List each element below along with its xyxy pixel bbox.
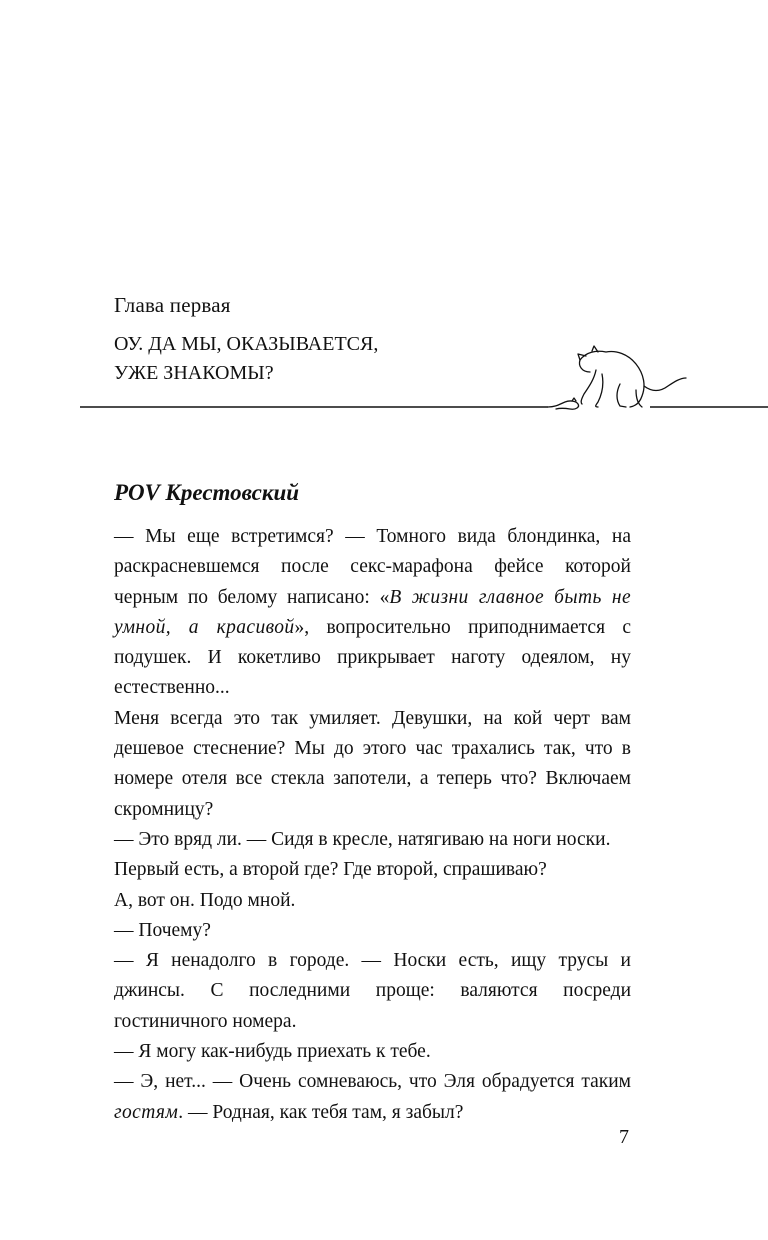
text-run: — Я могу как-нибудь приехать к тебе. [114, 1041, 431, 1063]
paragraph [114, 855, 631, 885]
text-run: », вопросительно приподнимается с подушек. И кокетливо прикрывает наготу одеялом, ну естественно... [114, 616, 631, 699]
paragraph [114, 886, 631, 916]
paragraph [114, 522, 631, 704]
text-run: — Мы еще встретимся? — Томного вида блондинка, на раскрасневшемся после секс-марафона фейсе которой черным по белому написано: « [114, 526, 631, 608]
chapter-label: Глава первая [114, 293, 231, 317]
text-run: — Это вряд ли. — Сидя в кресле, натягиваю на ноги носки. [114, 828, 611, 850]
body-text [114, 522, 631, 1128]
chapter-title-line-2: УЖЕ ЗНАКОМЫ? [114, 362, 274, 384]
cat-playing-with-mouse-icon [548, 346, 686, 409]
text-run: А, вот он. Подо мной. [114, 889, 296, 911]
page-number: 7 [619, 1126, 629, 1148]
text-run: Первый есть, а второй где? Где второй, спрашиваю? [114, 859, 547, 881]
paragraph [114, 704, 631, 825]
paragraph [114, 825, 631, 855]
pov-heading: POV Крестовский [114, 480, 300, 505]
text-run: . — Родная, как тебя там, я забыл? [178, 1101, 464, 1123]
chapter-title-line-1: ОУ. ДА МЫ, ОКАЗЫВАЕТСЯ, [114, 333, 379, 355]
text-run: Меня всегда это так умиляет. Девушки, на кой черт вам дешевое стеснение? Мы до этого час трахались так, что в номере отеля все стекла запотели, а теперь что? Включаем скромницу? [114, 707, 631, 820]
italic-text: В жизни главное быть не умной, а красивой [114, 586, 631, 638]
text-run: — Почему? [114, 919, 211, 941]
text-run: — Я ненадолго в городе. — Носки есть, ищу трусы и джинсы. С последними проще: валяются посреди гостиничного номера. [114, 950, 631, 1032]
paragraph [114, 1067, 631, 1128]
paragraph [114, 946, 631, 1037]
text-run: — Э, нет... — Очень сомневаюсь, что Эля обрадуется таким [114, 1071, 631, 1093]
paragraph [114, 916, 631, 946]
paragraph [114, 1037, 631, 1067]
chapter-divider [0, 340, 768, 420]
italic-text: гостям [114, 1101, 179, 1123]
